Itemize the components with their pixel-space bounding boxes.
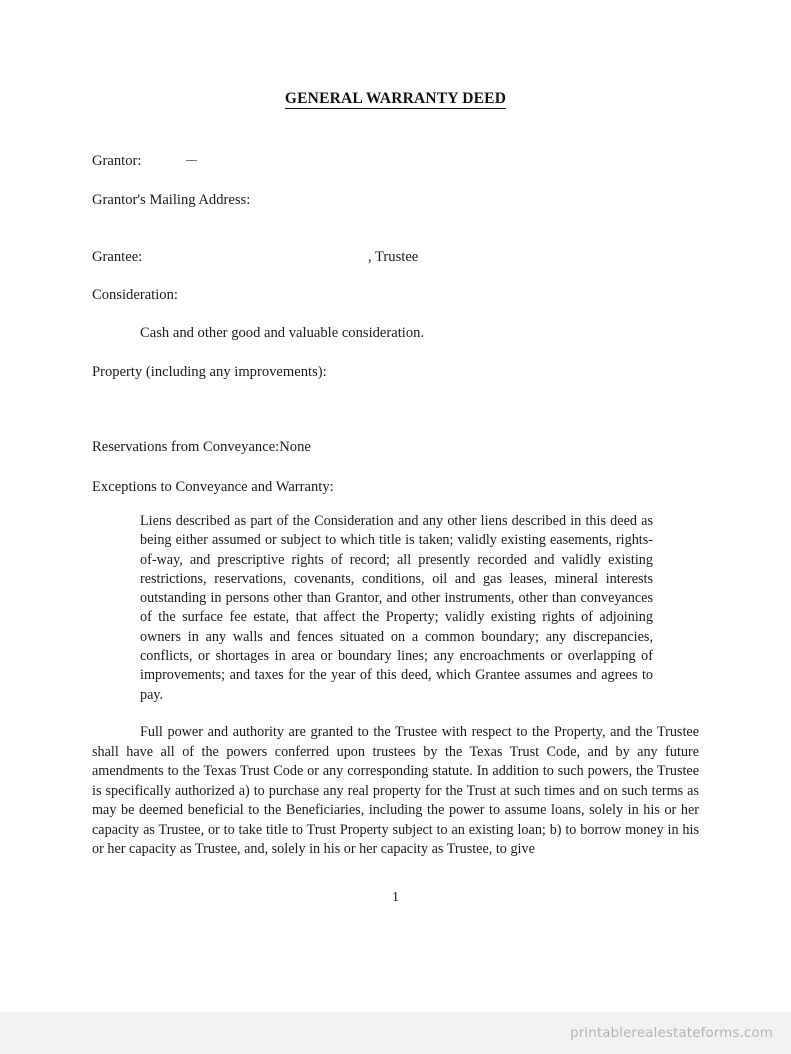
field-exceptions-to-conveyance — [92, 478, 334, 496]
field-grantee — [92, 248, 142, 266]
grantor-blank-dash-icon — [186, 160, 197, 161]
field-property-label: Property (including any improvements): — [92, 364, 327, 380]
field-grantor-mailing-address-label: Grantor's Mailing Address: — [92, 192, 251, 208]
field-property — [92, 363, 327, 381]
field-consideration — [92, 286, 178, 304]
page-number: 1 — [392, 890, 399, 905]
page-title-text: GENERAL WARRANTY DEED — [284, 90, 507, 107]
field-grantor-mailing-address — [92, 191, 250, 209]
trustee-powers-paragraph: Full power and authority are granted to the Trustee with respect to the Property, and the Trustee shall have all of the powers conferred upon trustees by the Texas Trust Code, and by any future amendments to the Texas Trust Code or any corresponding statute. In addition to such powers, the Trustee is specifically authorized a) to purchase any real property for the Trust at such times and on such terms as may be deemed beneficial to the Beneficiaries, including the power to assume loans, solely in his or her capacity as Trustee, or to take title to Trust Property subject to an existing loan; b) to borrow money in his or her capacity as Trustee, and, solely in his or her capacity as Trustee, to give — [92, 724, 699, 857]
exceptions-paragraph: Liens described as part of the Consideration and any other liens described in this deed as being either assumed or subject to which title is taken; validly existing easements, rights-of-way, and prescriptive rights of record; all presently recorded and validly existing restrictions, reservations, covenants, conditions, oil and gas leases, mineral interests outstanding in persons other than Grantor, and other instruments, other than conveyances of the surface fee estate, that affect the Property; validly existing rights of adjoining owners in any walls and fences situated on a common boundary; any discrepancies, conflicts, or shortages in area or boundary lines; any encroachments or overlapping of improvements; and taxes for the year of this deed, which Grantee assumes and agrees to pay. — [140, 513, 653, 703]
field-reservations-from-conveyance — [92, 438, 311, 456]
field-grantee-label: Grantee: — [92, 249, 143, 265]
footer-watermark: printablerealestateforms.com — [570, 1026, 773, 1041]
field-consideration-label: Consideration: — [92, 287, 178, 303]
field-exceptions-label: Exceptions to Conveyance and Warranty: — [92, 479, 334, 495]
field-grantee-trustee-suffix: , Trustee — [368, 249, 419, 265]
field-grantor — [92, 152, 141, 170]
field-grantor-label: Grantor: — [92, 153, 142, 169]
field-reservations-label: Reservations from Conveyance:None — [92, 439, 311, 455]
page-title — [0, 90, 791, 108]
field-consideration-value: Cash and other good and valuable consideration. — [140, 325, 425, 341]
